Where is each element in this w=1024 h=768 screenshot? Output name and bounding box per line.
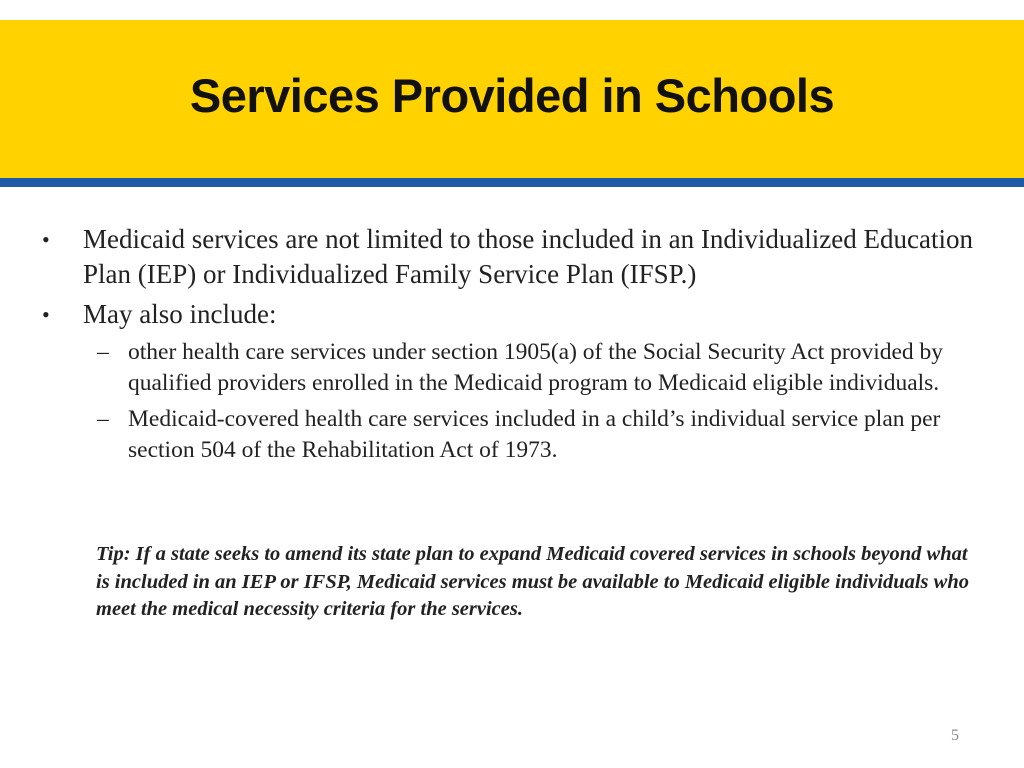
bullet-item — [40, 297, 1000, 332]
sub-bullet-text: other health care services under section 1905(a) of the Social Security Act provided by qualified providers enrolled in the Medicaid program to Medicaid eligible individuals. — [128, 339, 944, 396]
sub-bullet-item — [40, 404, 998, 466]
sub-bullet-item — [40, 337, 998, 399]
sub-bullet-marker: – — [97, 406, 109, 432]
tip-note: Tip: If a state seeks to amend its state plan to expand Medicaid covered services in schools beyond what is included in an IEP or IFSP, Medicaid services must be available to Medicaid eligible individuals who meet the medical necessity criteria for the services. — [96, 543, 969, 620]
bullet-list — [40, 222, 1000, 471]
page-number: 5 — [951, 727, 959, 744]
bullet-marker: • — [42, 227, 50, 252]
sub-bullet-text: Medicaid-covered health care services included in a child’s individual service plan per section 504 of the Rehabilitation Act of 1973. — [128, 406, 941, 463]
bullet-text: Medicaid services are not limited to those included in an Individualized Education Plan (IEP) or Individualized Family Service Plan (IFSP.) — [83, 224, 973, 289]
bullet-marker: • — [42, 302, 50, 327]
title-divider — [0, 178, 1024, 187]
bullet-item — [40, 222, 1000, 292]
sub-bullet-marker: – — [97, 339, 109, 365]
slide-title: Services Provided in Schools — [189, 69, 835, 122]
bullet-text: May also include: — [83, 299, 277, 329]
